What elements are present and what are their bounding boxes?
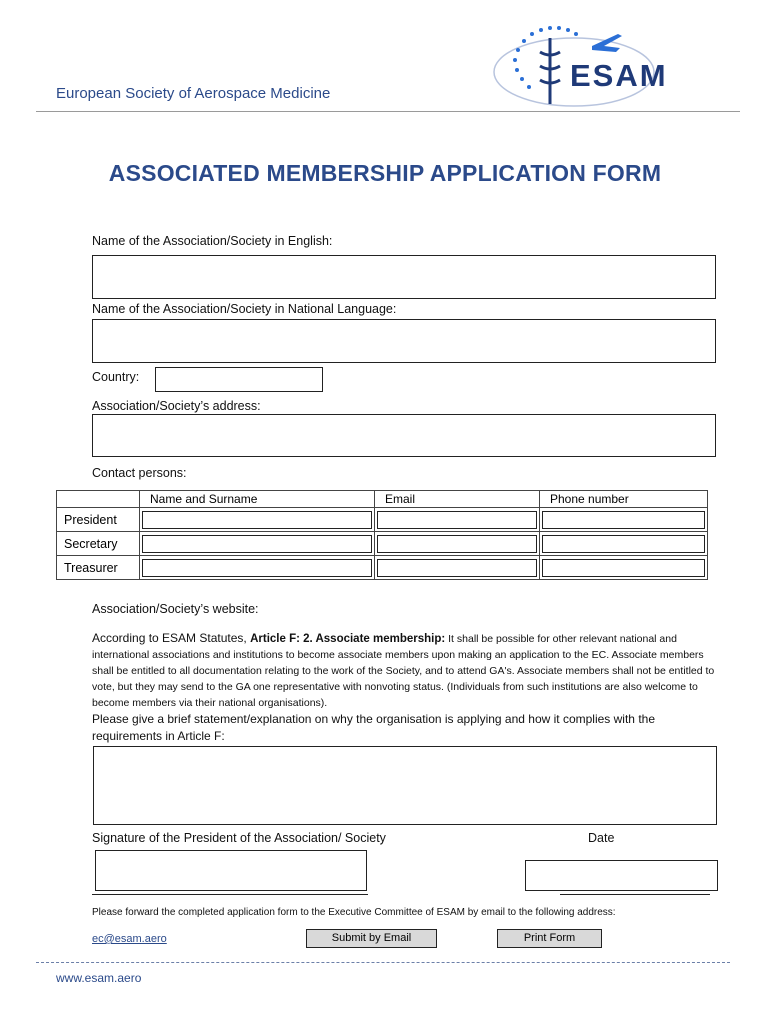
- address-field[interactable]: [92, 414, 716, 457]
- address-label: Association/Society’s address:: [92, 399, 261, 413]
- statement-request: Please give a brief statement/explanation on why the organisation is applying and how it complies with the requirements in Article F:: [92, 712, 655, 743]
- table-row: [57, 508, 708, 532]
- contact-persons-label: Contact persons:: [92, 466, 187, 480]
- date-line: [560, 894, 710, 895]
- logo-wordmark: ESAM: [570, 58, 668, 93]
- forward-note: Please forward the completed application form to the Executive Committee of ESAM by email to the following address:: [92, 907, 616, 918]
- treasurer-name-cell: [140, 556, 375, 580]
- president-email-field[interactable]: [377, 511, 537, 529]
- treasurer-email-cell: [375, 556, 540, 580]
- president-email-cell: [375, 508, 540, 532]
- name-national-label: Name of the Association/Society in National Language:: [92, 302, 397, 316]
- statutes-article: Article F: 2. Associate membership:: [250, 633, 446, 645]
- row-label-secretary: Secretary: [57, 532, 140, 556]
- signature-field[interactable]: [95, 850, 367, 891]
- signature-line: [92, 894, 368, 895]
- website-label: Association/Society’s website:: [92, 602, 259, 616]
- submit-by-email-button[interactable]: Submit by Email: [306, 929, 437, 948]
- contacts-header-phone: Phone number: [540, 491, 708, 508]
- secretary-email-field[interactable]: [377, 535, 537, 553]
- contacts-header-empty: [57, 491, 140, 508]
- secretary-name-cell: [140, 532, 375, 556]
- contacts-header-row: [57, 491, 708, 508]
- table-row: [57, 556, 708, 580]
- name-english-label: Name of the Association/Society in English:: [92, 234, 333, 248]
- treasurer-name-field[interactable]: [142, 559, 372, 577]
- country-label: Country:: [92, 370, 140, 384]
- statutes-text: It shall be possible for other relevant national and international associations and institutions to become associate members upon making an application to the EC. Associate members shall be entitled to all documentation relating to the work of the Society, and to attend GA's. Associate members shall not be entitled to vote, but they may send to the GA one representative with nonvoting status. (Individuals from such institutions are also welcome to become members via their national organisations).: [92, 633, 715, 709]
- row-label-president: President: [57, 508, 140, 532]
- contacts-header-name: Name and Surname: [140, 491, 375, 508]
- treasurer-phone-field[interactable]: [542, 559, 705, 577]
- secretary-phone-cell: [540, 532, 708, 556]
- president-name-cell: [140, 508, 375, 532]
- date-label: Date: [588, 831, 615, 845]
- organization-name: European Society of Aerospace Medicine: [56, 85, 331, 102]
- name-english-field[interactable]: [92, 255, 716, 299]
- statement-field[interactable]: [93, 746, 717, 825]
- president-phone-field[interactable]: [542, 511, 705, 529]
- table-row: [57, 532, 708, 556]
- name-national-field[interactable]: [92, 319, 716, 363]
- president-phone-cell: [540, 508, 708, 532]
- contacts-header-email: Email: [375, 491, 540, 508]
- treasurer-phone-cell: [540, 556, 708, 580]
- date-field[interactable]: [525, 860, 718, 891]
- country-field[interactable]: [155, 367, 323, 392]
- esam-logo: [488, 24, 730, 108]
- signature-label: Signature of the President of the Association/ Society: [92, 831, 386, 845]
- treasurer-email-field[interactable]: [377, 559, 537, 577]
- secretary-email-cell: [375, 532, 540, 556]
- president-name-field[interactable]: [142, 511, 372, 529]
- print-form-button[interactable]: Print Form: [497, 929, 602, 948]
- footer-divider: [36, 962, 730, 963]
- row-label-treasurer: Treasurer: [57, 556, 140, 580]
- header-divider: [36, 111, 740, 112]
- logo-stars: [513, 26, 578, 89]
- email-link[interactable]: ec@esam.aero: [92, 933, 167, 945]
- secretary-phone-field[interactable]: [542, 535, 705, 553]
- statutes-intro: According to ESAM Statutes,: [92, 631, 251, 645]
- form-title: ASSOCIATED MEMBERSHIP APPLICATION FORM: [108, 160, 662, 186]
- statutes-paragraph: [92, 630, 722, 711]
- secretary-name-field[interactable]: [142, 535, 372, 553]
- footer-website: www.esam.aero: [56, 971, 142, 985]
- logo-caduceus: [540, 38, 560, 104]
- contacts-table: [56, 490, 708, 580]
